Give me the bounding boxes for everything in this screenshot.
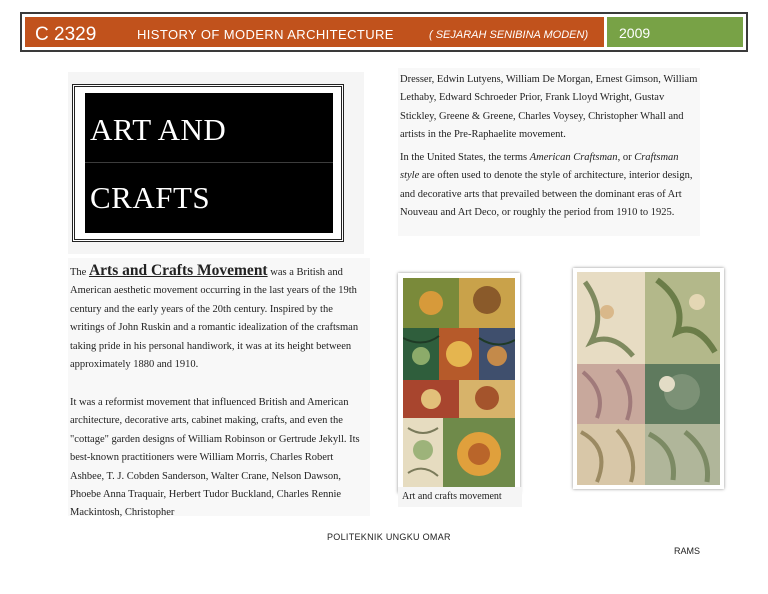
year-box bbox=[604, 17, 743, 47]
us-text-end: are often used to denote the style of architecture, interior design, and decorative arts that prevailed between the dominant eras of Art Nouveau and Art Deco, or roughly the period from 1910 to 1925. bbox=[400, 170, 693, 219]
us-text-start: In the United States, the terms bbox=[400, 152, 528, 163]
intro-text: was a British and American aesthetic movement occurring in the last years of the 19th century and the early years of the 20th century. Inspired by the writings of John Ruskin and a romantic idealization of the craftsman taking pride in his personal handiwork, it was at its height between approximately 1880 and 1910. bbox=[70, 267, 359, 371]
right-text-column bbox=[398, 68, 700, 236]
image-caption-box bbox=[398, 487, 522, 507]
us-paragraph bbox=[400, 149, 698, 223]
title-divider bbox=[85, 162, 333, 163]
continuation-paragraph: Dresser, Edwin Lutyens, William De Morgan, Ernest Gimson, William Lethaby, Edward Schroeder Prior, Frank Lloyd Wright, Gustav Stickley, Greene & Greene, Charles Voysey, Christopher Whall and artists in the Pre-Raphaelite movement. bbox=[400, 74, 698, 141]
term-american-craftsman: American Craftsman bbox=[529, 152, 618, 163]
year-label: 2009 bbox=[619, 25, 651, 41]
wallpaper-collage-graphic bbox=[577, 272, 720, 485]
intro-paragraph bbox=[70, 262, 368, 374]
course-code: C 2329 bbox=[35, 24, 97, 45]
left-text-column bbox=[68, 258, 370, 519]
title-line-2: CRAFTS bbox=[90, 180, 211, 215]
course-title: HISTORY OF MODERN ARCHITECTURE bbox=[137, 27, 394, 42]
image-caption: Art and crafts movement bbox=[402, 491, 502, 502]
lead-term: Arts and Crafts Movement bbox=[88, 262, 268, 279]
pattern-collage-image bbox=[398, 273, 520, 493]
footer-initials: RAMS bbox=[674, 546, 701, 556]
course-subtitle: ( SEJARAH SENIBINA MODEN) bbox=[429, 29, 589, 41]
title-block bbox=[85, 93, 333, 233]
footer-school: POLITEKNIK UNGKU OMAR bbox=[327, 532, 451, 542]
lead-prefix: The bbox=[70, 267, 87, 278]
term-craftsman-style: Craftsman style bbox=[400, 152, 679, 182]
wallpaper-collage-image bbox=[573, 268, 724, 489]
practitioners-paragraph: It was a reformist movement that influenced British and American architecture, decorative arts, cabinet making, crafts, and even the "cottage" garden designs of William Robinson or Gertrude Jekyll. Its best-known practitioners were William Morris, Charles Robert Ashbee, T. J. Cobden Sanderson, Walter Crane, Nelson Dawson, Phoebe Anna Traquair, Herbert Tudor Buckland, Charles Rennie Mackintosh, Christopher bbox=[70, 397, 360, 519]
title-line-1: ART AND bbox=[90, 112, 227, 147]
header-band bbox=[25, 17, 743, 47]
us-text-mid: , or bbox=[617, 152, 632, 163]
pattern-collage-graphic bbox=[403, 278, 515, 488]
header-bar bbox=[20, 12, 748, 52]
